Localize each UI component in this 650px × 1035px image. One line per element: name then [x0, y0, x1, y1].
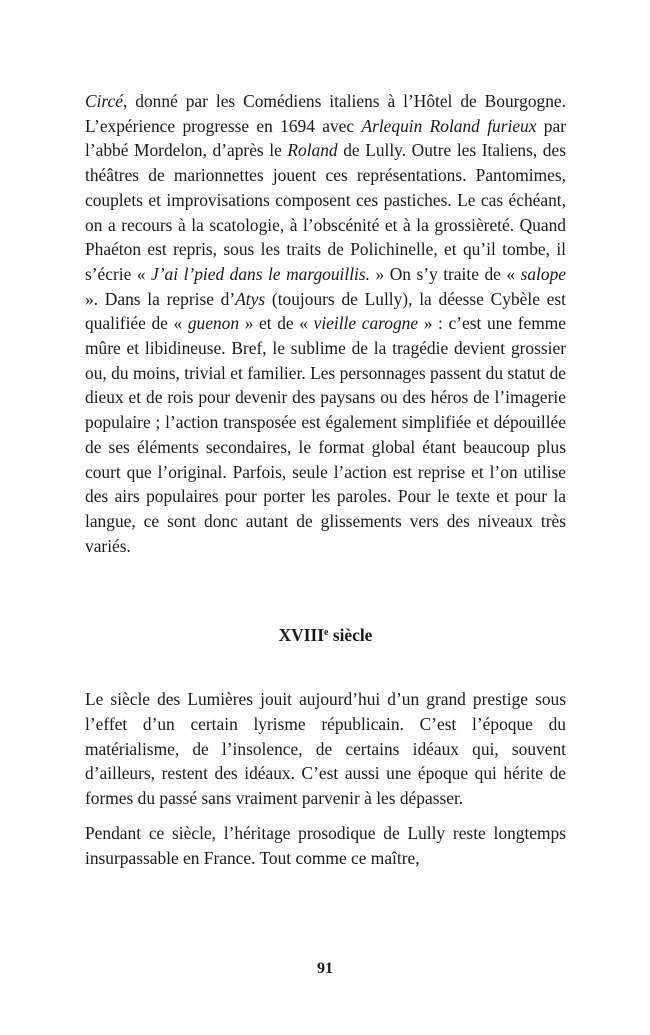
section-spacer — [85, 558, 566, 623]
italic-text-segment: guenon — [187, 313, 240, 334]
heading-spacer — [85, 647, 566, 687]
text-segment: ». Dans la reprise d’ — [85, 288, 236, 309]
text-segment: , donné par les Comédiens italiens à l’Hôtel de Bourgogne. L’expérience progresse en 1694 avec — [85, 91, 566, 136]
italic-text-segment: Arlequin Roland furieux — [361, 115, 537, 136]
text-segment: (toujours de Lully), la déesse Cybèle est qualifiée de « — [85, 288, 566, 334]
italic-text-segment: salope — [520, 263, 566, 284]
italic-text-segment: J’ai l’pied dans le margouillis. — [151, 263, 370, 284]
text-segment: » et de « — [239, 313, 314, 334]
page-body — [85, 89, 566, 870]
italic-text-segment: Circé — [85, 91, 123, 111]
heading-century-word: siècle — [328, 625, 373, 646]
paragraph-enlightenment: Le siècle des Lumières jouit aujourd’hui d’un grand prestige sous l’effet d’un certain lyrisme républicain. C’est l’époque du matérialisme, de l’insolence, de certains idéaux qui, souvent d’ailleurs, restent des idéaux. C’est aussi une époque qui hérite de formes du passé sans vraiment parvenir à les dépasser. — [85, 689, 566, 809]
heading-century-superscript: e — [324, 627, 329, 639]
section-heading — [85, 623, 566, 647]
paragraph-lully-heritage: Pendant ce siècle, l’héritage prosodique de Lully reste longtemps insurpassable en France. Tout comme ce maître, — [85, 822, 566, 868]
paragraph-opera-parodies — [85, 89, 566, 558]
heading-century-roman: XVIII — [278, 625, 325, 646]
italic-text-segment: Atys — [235, 288, 266, 309]
paragraph-spacer — [85, 811, 566, 821]
page-number: 91 — [317, 960, 333, 977]
text-segment: » : c’est une femme mûre et libidineuse. Bref, le sublime de la tragédie devient grossier ou, du moins, trivial et familier. Les personnages passent du statut de dieux et de rois pour devenir des paysans ou des héros de l’imagerie populaire ; l’action transposée est également simplifiée et dépouillée de ses éléments secondaires, le format global étant beaucoup plus court que l’original. Parfois, seule l’action est reprise et l’on utilise des airs populaires pour porter les paroles. Pour le texte et pour la langue, ce sont donc autant de glissements vers des niveaux très variés. — [85, 313, 567, 556]
text-segment: de Lully. Outre les Italiens, des théâtres de marionnettes jouent ces représentations. Pantomimes, couplets et improvisations composent ces pastiches. Le cas échéant, on a recours à la scatologie, à l’obscénité et à la grossièreté. Quand Phaéton est repris, sous les traits de Polichinelle, et qu’il tombe, il s’écrie « — [85, 140, 566, 284]
text-segment: par l’abbé Mordelon, d’après le — [85, 115, 567, 161]
italic-text-segment: Roland — [287, 140, 338, 161]
text-segment: » On s’y traite de « — [369, 263, 521, 284]
italic-text-segment: vieille carogne — [313, 313, 419, 334]
